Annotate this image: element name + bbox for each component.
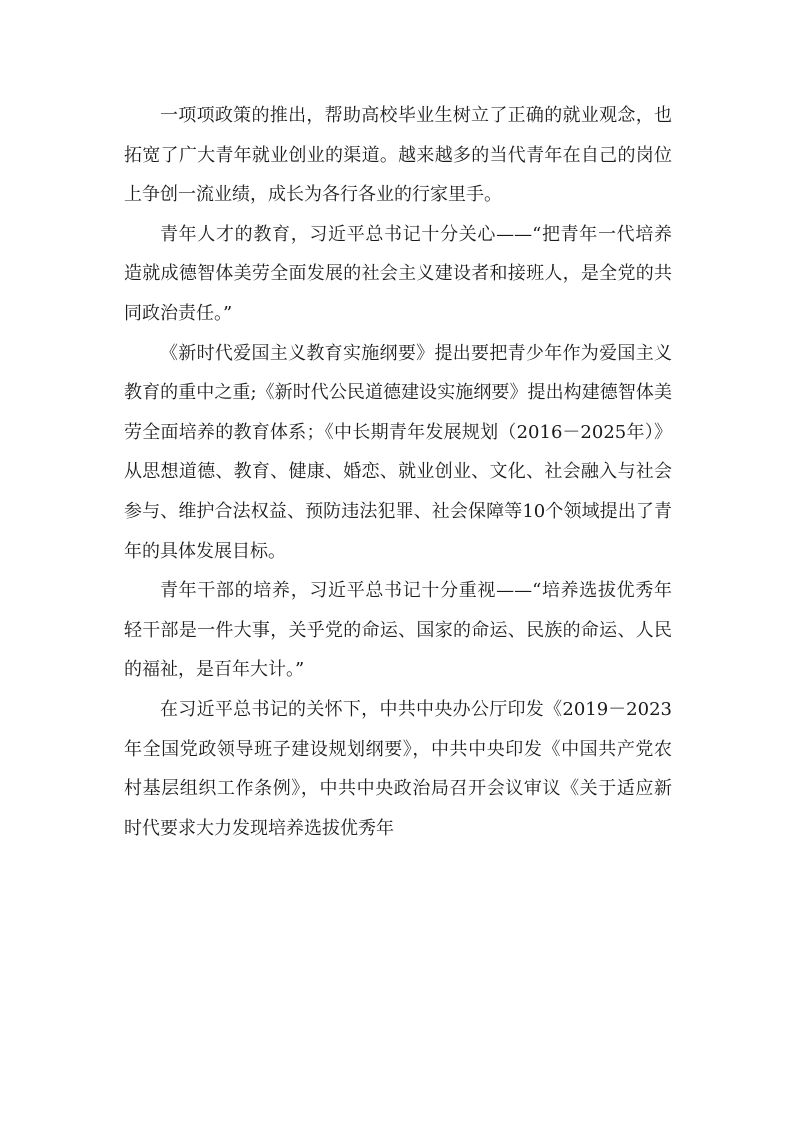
paragraph-outlines: 《新时代爱国主义教育实施纲要》提出要把青少年作为爱国主义教育的重中之重;《新时代公民道德建设实施纲要》提出构建德智体美劳全面培养的教育体系；《中长期青年发展规划（2016－2025年）》从思想道德、教育、健康、婚恋、就业创业、文化、社会融入与社会参与、维护合法权益、预防违法犯罪、社会保障等10个领域提出了青年的具体发展目标。 [124,342,672,562]
paragraph-central-documents: 在习近平总书记的关怀下，中共中央办公厅印发《2019－2023年全国党政领导班子建设规划纲要》，中共中央印发《中国共产党农村基层组织工作条例》，中共中央政治局召开会议审议《关于适应新时代要求大力发现培养选拔优秀年 [124,698,672,839]
paragraph-youth-cadres: 青年干部的培养，习近平总书记十分重视——“培养选拔优秀年轻干部是一件大事，关乎党的命运、国家的命运、民族的命运、人民的福祉，是百年大计。” [124,580,672,681]
paragraph-employment-policy: 一项项政策的推出，帮助高校毕业生树立了正确的就业观念，也拓宽了广大青年就业创业的渠道。越来越多的当代青年在自己的岗位上争创一流业绩，成长为各行各业的行家里手。 [124,105,672,206]
paragraph-youth-education: 青年人才的教育，习近平总书记十分关心——“把青年一代培养造就成德智体美劳全面发展的社会主义建设者和接班人，是全党的共同政治责任。” [124,223,672,324]
document-body [124,96,672,848]
